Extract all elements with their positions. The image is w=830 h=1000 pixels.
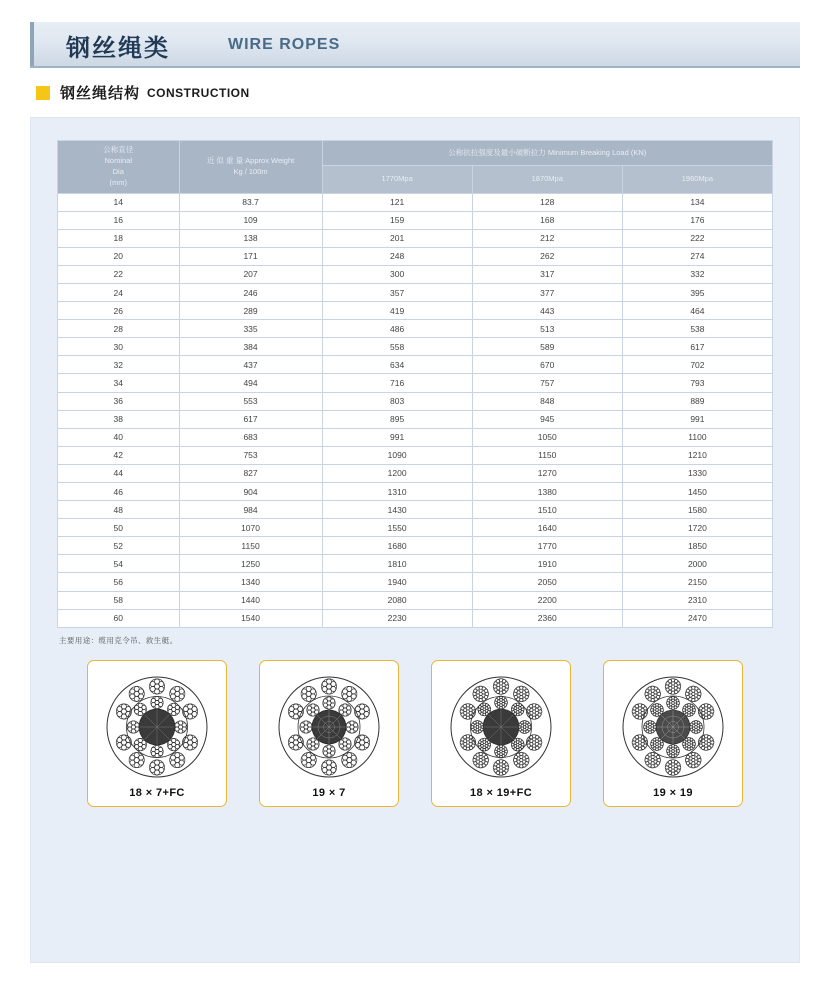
cell-mbl-1770: 121	[322, 193, 472, 211]
cell-mbl-1870: 945	[472, 410, 622, 428]
cell-mbl-1870: 262	[472, 247, 622, 265]
cell-weight: 1150	[179, 537, 322, 555]
weight-header-line-1: 近 似 重 量 Approx Weight	[206, 155, 295, 165]
cell-mbl-1770: 1430	[322, 501, 472, 519]
cell-mbl-1770: 1310	[322, 483, 472, 501]
table-row	[58, 428, 773, 446]
cell-weight: 753	[179, 446, 322, 464]
cell-dia: 38	[58, 410, 180, 428]
table-header-row-1	[58, 141, 773, 166]
cell-dia: 36	[58, 392, 180, 410]
cell-dia: 52	[58, 537, 180, 555]
cell-dia: 28	[58, 320, 180, 338]
cell-mbl-1960: 222	[622, 229, 772, 247]
cell-mbl-1770: 201	[322, 229, 472, 247]
cell-weight: 171	[179, 247, 322, 265]
figure-label: 18 × 19+FC	[469, 786, 533, 799]
cell-dia: 58	[58, 591, 180, 609]
cell-mbl-1870: 1270	[472, 464, 622, 482]
cell-weight: 904	[179, 483, 322, 501]
cell-dia: 18	[58, 229, 180, 247]
table-row	[58, 464, 773, 482]
table-row	[58, 573, 773, 591]
cell-mbl-1770: 2230	[322, 609, 472, 627]
cell-weight: 1540	[179, 609, 322, 627]
cell-mbl-1770: 634	[322, 356, 472, 374]
rope-cross-section-18x19fc	[432, 671, 570, 783]
cell-mbl-1960: 134	[622, 193, 772, 211]
square-marker-icon	[36, 86, 50, 100]
cell-dia: 54	[58, 555, 180, 573]
cell-mbl-1870: 589	[472, 338, 622, 356]
figure-card	[259, 660, 399, 807]
dia-header-line-4: (mm)	[109, 177, 128, 187]
figure-card	[431, 660, 571, 807]
cell-mbl-1770: 1550	[322, 519, 472, 537]
cell-weight: 494	[179, 374, 322, 392]
table-row	[58, 229, 773, 247]
cell-mbl-1770: 486	[322, 320, 472, 338]
table-row	[58, 555, 773, 573]
page-title-cn: 钢丝绳类	[66, 35, 170, 62]
table-row	[58, 410, 773, 428]
cell-mbl-1870: 513	[472, 320, 622, 338]
cell-dia: 24	[58, 283, 180, 301]
section-heading	[36, 82, 800, 103]
cell-mbl-1870: 848	[472, 392, 622, 410]
table-row	[58, 501, 773, 519]
cell-mbl-1770: 1090	[322, 446, 472, 464]
column-header-nominal-dia	[58, 141, 180, 194]
figure-label: 19 × 19	[653, 786, 693, 799]
cell-mbl-1770: 159	[322, 211, 472, 229]
table-row	[58, 392, 773, 410]
cell-mbl-1960: 1100	[622, 428, 772, 446]
cell-mbl-1960: 1580	[622, 501, 772, 519]
cell-mbl-1870: 2200	[472, 591, 622, 609]
weight-header-line-2: Kg / 100m	[233, 166, 268, 176]
dia-header-line-3: Dia	[112, 166, 124, 176]
cell-dia: 14	[58, 193, 180, 211]
rope-cross-section-19x7	[260, 671, 398, 783]
table-row	[58, 537, 773, 555]
table-row	[58, 374, 773, 392]
table-row	[58, 211, 773, 229]
cell-mbl-1870: 128	[472, 193, 622, 211]
cell-weight: 335	[179, 320, 322, 338]
wire-rope-spec-table	[57, 140, 773, 628]
cell-dia: 44	[58, 464, 180, 482]
table-row	[58, 483, 773, 501]
cell-mbl-1960: 1450	[622, 483, 772, 501]
cell-mbl-1960: 702	[622, 356, 772, 374]
cell-dia: 42	[58, 446, 180, 464]
dia-header-line-2: Nominal	[104, 155, 133, 165]
column-header-approx-weight	[179, 141, 322, 194]
figure-label: 19 × 7	[312, 786, 346, 799]
cell-mbl-1770: 558	[322, 338, 472, 356]
cell-dia: 48	[58, 501, 180, 519]
dia-header-line-1: 公称直径	[103, 145, 134, 154]
rope-cross-section-18x7fc	[88, 671, 226, 783]
cell-weight: 984	[179, 501, 322, 519]
cell-dia: 40	[58, 428, 180, 446]
cell-mbl-1960: 2000	[622, 555, 772, 573]
cell-dia: 22	[58, 265, 180, 283]
cell-mbl-1770: 895	[322, 410, 472, 428]
cell-mbl-1870: 1640	[472, 519, 622, 537]
cell-mbl-1770: 803	[322, 392, 472, 410]
table-note: 主要用途：缆用克令吊、救生艇。	[59, 635, 178, 645]
table-row	[58, 320, 773, 338]
cell-mbl-1960: 2470	[622, 609, 772, 627]
cell-mbl-1960: 176	[622, 211, 772, 229]
column-header-grade-1960: 1960Mpa	[622, 165, 772, 193]
cell-weight: 1070	[179, 519, 322, 537]
cell-mbl-1960: 464	[622, 302, 772, 320]
cell-mbl-1770: 991	[322, 428, 472, 446]
cell-mbl-1960: 1720	[622, 519, 772, 537]
cell-mbl-1870: 377	[472, 283, 622, 301]
cell-weight: 683	[179, 428, 322, 446]
cell-mbl-1870: 2050	[472, 573, 622, 591]
cell-mbl-1870: 2360	[472, 609, 622, 627]
cell-mbl-1870: 317	[472, 265, 622, 283]
column-header-minimum-breaking-load: 公称抗拉强度及最小破断拉力 Minimum Breaking Load (KN)	[322, 141, 772, 166]
figure-card	[87, 660, 227, 807]
cell-dia: 26	[58, 302, 180, 320]
cell-mbl-1770: 1810	[322, 555, 472, 573]
cell-weight: 138	[179, 229, 322, 247]
cell-mbl-1870: 1910	[472, 555, 622, 573]
cell-mbl-1870: 1150	[472, 446, 622, 464]
cell-mbl-1870: 1380	[472, 483, 622, 501]
cell-mbl-1870: 757	[472, 374, 622, 392]
cell-dia: 46	[58, 483, 180, 501]
cell-mbl-1870: 212	[472, 229, 622, 247]
table-row	[58, 283, 773, 301]
cell-mbl-1960: 991	[622, 410, 772, 428]
page-title-band	[30, 22, 800, 68]
page-title-en: WIRE ROPES	[228, 36, 341, 53]
cell-mbl-1960: 1850	[622, 537, 772, 555]
cell-mbl-1960: 395	[622, 283, 772, 301]
content-panel	[30, 117, 800, 963]
table-body	[58, 193, 773, 627]
cell-mbl-1870: 168	[472, 211, 622, 229]
cell-dia: 30	[58, 338, 180, 356]
cell-mbl-1960: 1210	[622, 446, 772, 464]
cell-weight: 384	[179, 338, 322, 356]
cell-weight: 1440	[179, 591, 322, 609]
cell-weight: 1250	[179, 555, 322, 573]
cell-mbl-1770: 1200	[322, 464, 472, 482]
table-row	[58, 338, 773, 356]
cell-mbl-1770: 1680	[322, 537, 472, 555]
cell-mbl-1770: 248	[322, 247, 472, 265]
cell-dia: 20	[58, 247, 180, 265]
cell-weight: 553	[179, 392, 322, 410]
cell-weight: 827	[179, 464, 322, 482]
cell-weight: 289	[179, 302, 322, 320]
column-header-grade-1870: 1870Mpa	[472, 165, 622, 193]
cell-dia: 32	[58, 356, 180, 374]
table-row	[58, 446, 773, 464]
cell-mbl-1770: 419	[322, 302, 472, 320]
table-row	[58, 591, 773, 609]
cell-dia: 56	[58, 573, 180, 591]
figure-card	[603, 660, 743, 807]
table-row	[58, 609, 773, 627]
construction-figures	[57, 660, 773, 807]
cell-mbl-1960: 538	[622, 320, 772, 338]
cell-mbl-1870: 443	[472, 302, 622, 320]
cell-mbl-1770: 357	[322, 283, 472, 301]
table-row	[58, 265, 773, 283]
section-heading-en: CONSTRUCTION	[147, 85, 250, 100]
cell-weight: 1340	[179, 573, 322, 591]
cell-mbl-1960: 617	[622, 338, 772, 356]
cell-weight: 109	[179, 211, 322, 229]
cell-weight: 437	[179, 356, 322, 374]
table-row	[58, 519, 773, 537]
section-heading-cn: 钢丝绳结构	[60, 85, 141, 102]
cell-mbl-1770: 2080	[322, 591, 472, 609]
cell-mbl-1960: 793	[622, 374, 772, 392]
cell-mbl-1770: 716	[322, 374, 472, 392]
figure-label: 18 × 7+FC	[129, 786, 185, 799]
cell-mbl-1960: 889	[622, 392, 772, 410]
cell-dia: 34	[58, 374, 180, 392]
cell-weight: 246	[179, 283, 322, 301]
table-row	[58, 247, 773, 265]
cell-weight: 83.7	[179, 193, 322, 211]
cell-weight: 617	[179, 410, 322, 428]
cell-mbl-1870: 1510	[472, 501, 622, 519]
rope-cross-section-19x19	[604, 671, 742, 783]
cell-mbl-1870: 670	[472, 356, 622, 374]
cell-mbl-1870: 1770	[472, 537, 622, 555]
cell-weight: 207	[179, 265, 322, 283]
cell-mbl-1960: 1330	[622, 464, 772, 482]
table-row	[58, 193, 773, 211]
cell-mbl-1960: 2310	[622, 591, 772, 609]
cell-mbl-1770: 1940	[322, 573, 472, 591]
cell-dia: 60	[58, 609, 180, 627]
cell-dia: 50	[58, 519, 180, 537]
cell-mbl-1960: 2150	[622, 573, 772, 591]
cell-mbl-1960: 332	[622, 265, 772, 283]
cell-mbl-1770: 300	[322, 265, 472, 283]
table-row	[58, 356, 773, 374]
cell-dia: 16	[58, 211, 180, 229]
table-row	[58, 302, 773, 320]
cell-mbl-1870: 1050	[472, 428, 622, 446]
cell-mbl-1960: 274	[622, 247, 772, 265]
column-header-grade-1770: 1770Mpa	[322, 165, 472, 193]
